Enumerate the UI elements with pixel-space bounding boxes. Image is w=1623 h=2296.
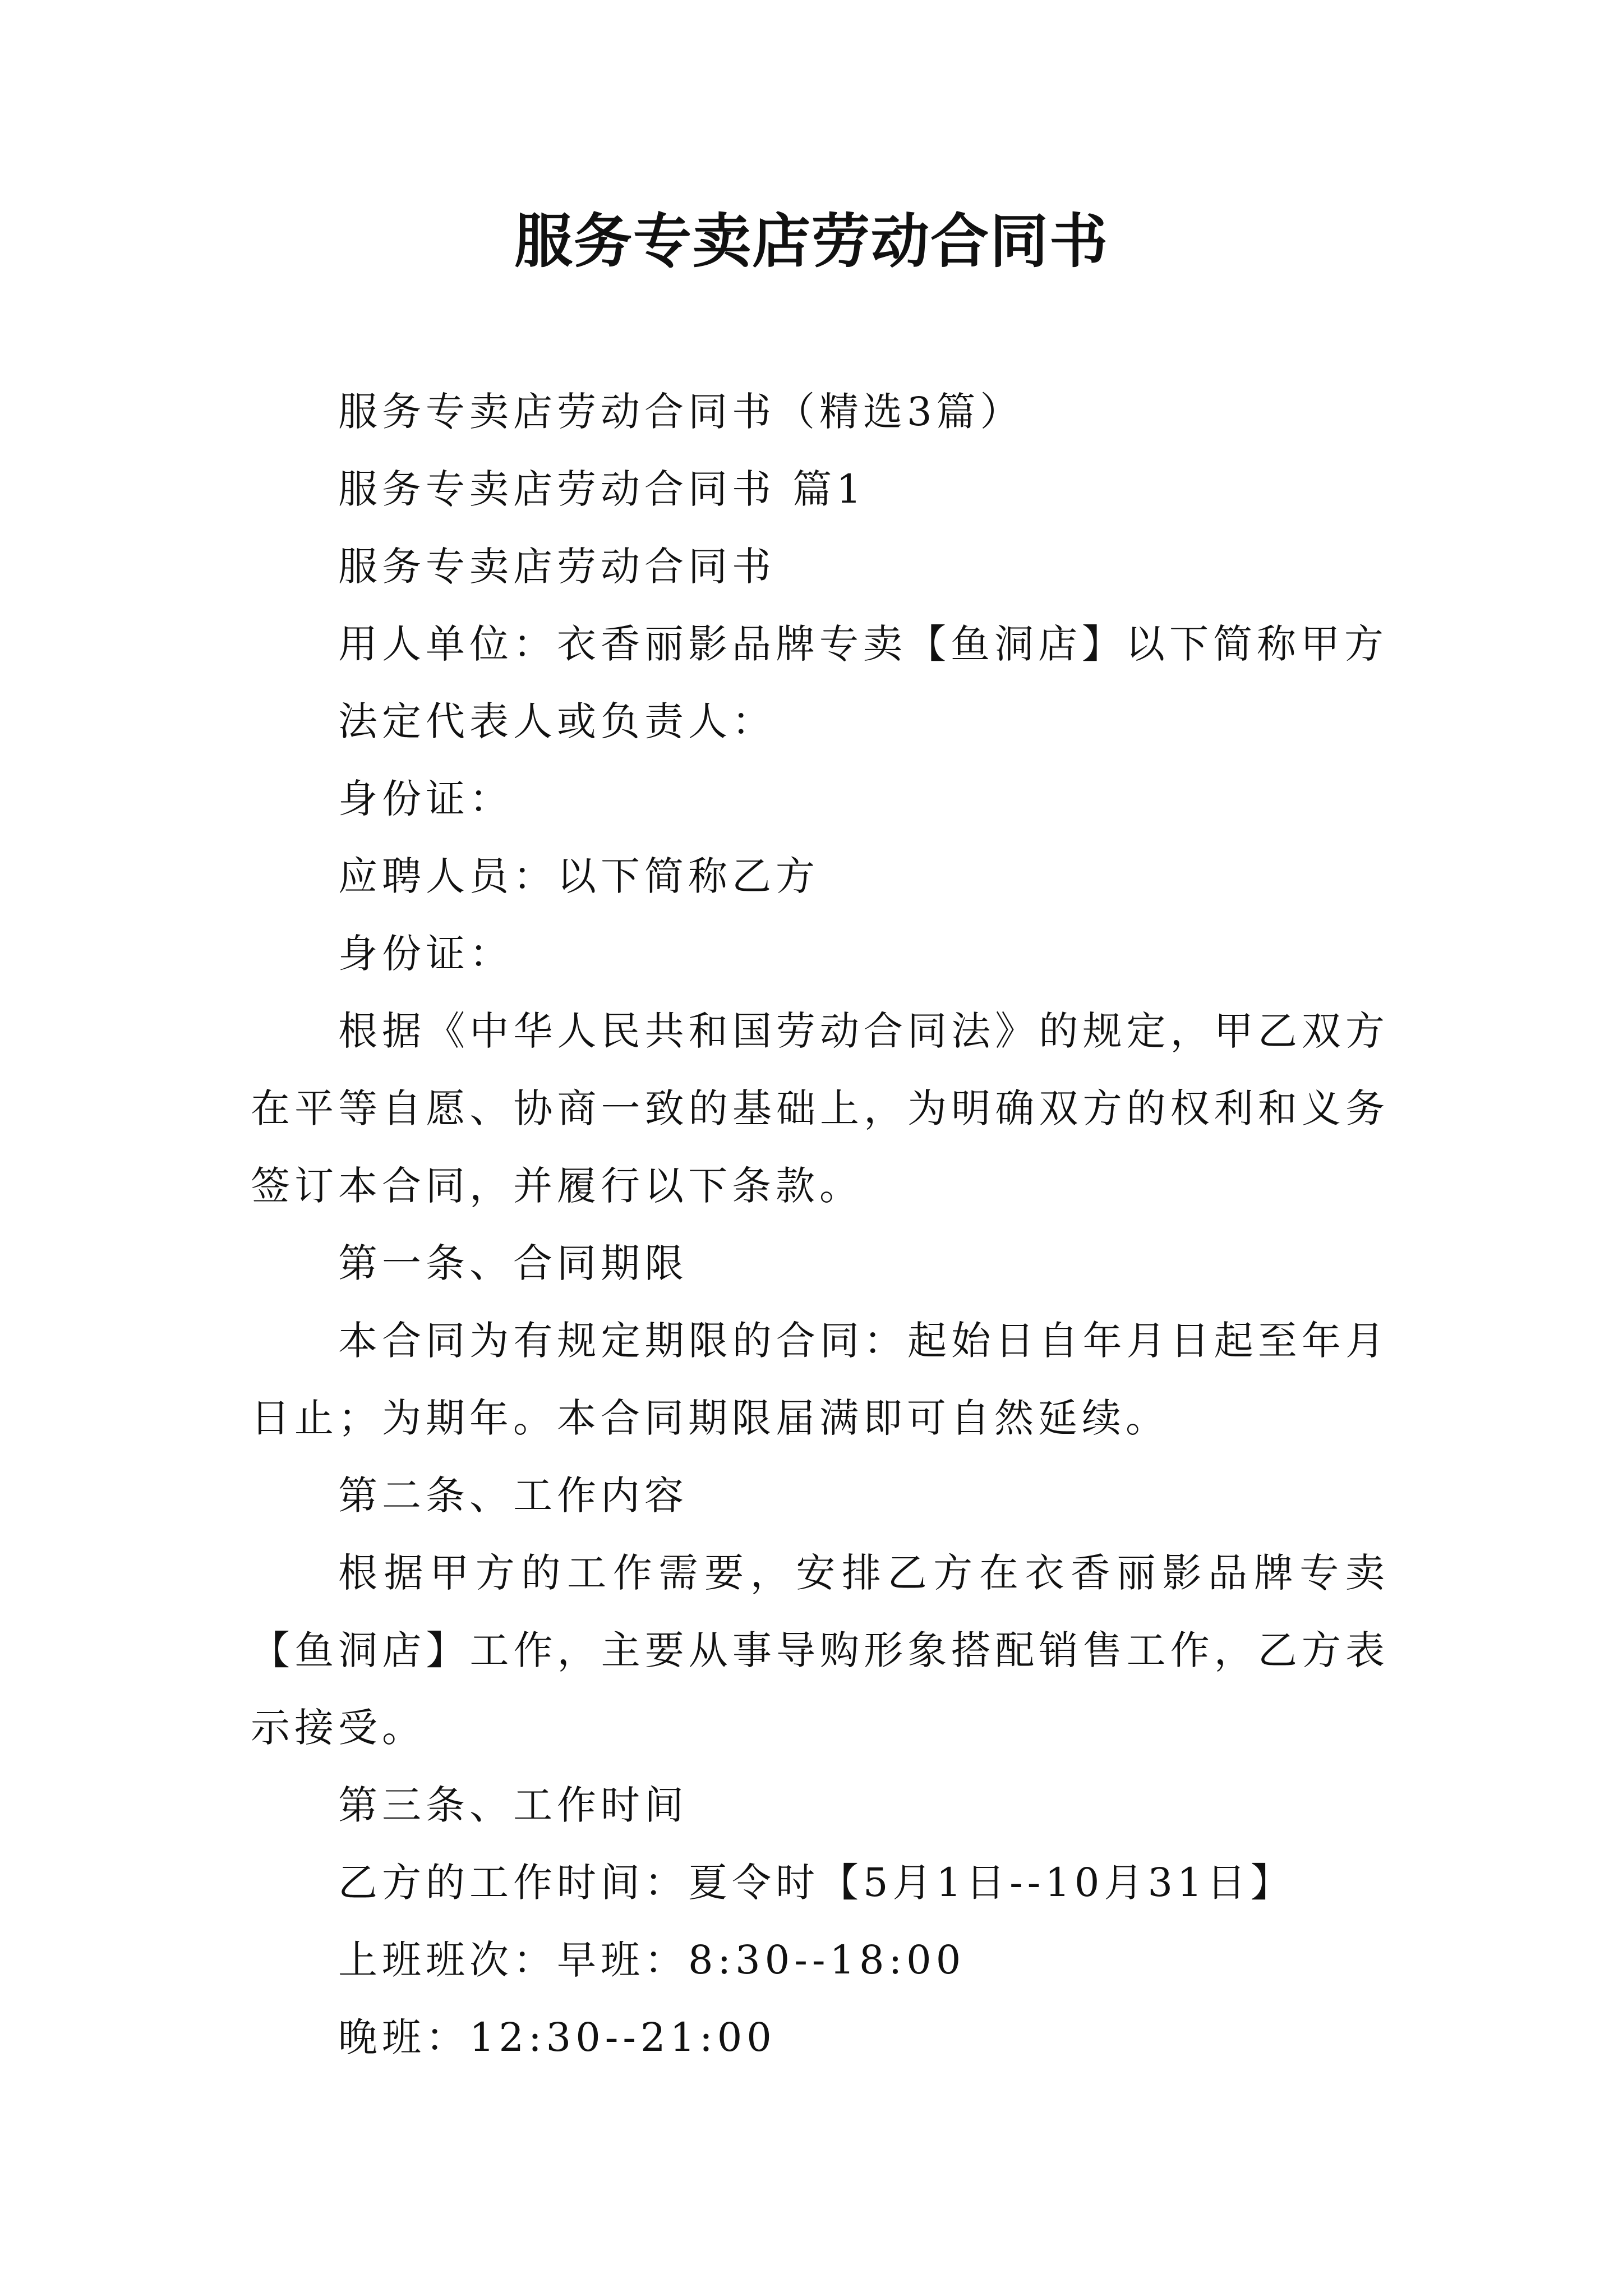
paragraph-part-heading: 服务专卖店劳动合同书 篇1	[338, 466, 866, 512]
paragraph-evening-shift: 晚班：12:30--21:00	[338, 2014, 776, 2060]
heading-article-2: 第二条、工作内容	[338, 1473, 688, 1519]
paragraph-employee: 应聘人员：以下简称乙方	[338, 853, 819, 899]
paragraph-employee-id: 身份证：	[338, 931, 513, 977]
heading-article-1: 第一条、合同期限	[338, 1240, 688, 1286]
paragraph-employer: 用人单位：衣香丽影品牌专卖【鱼洞店】以下简称甲方	[338, 621, 1388, 667]
paragraph-article-1: 本合同为有规定期限的合同：起始日自年月日起至年月日止；为期年。本合同期限届满即可自然延续。	[251, 1318, 1389, 1441]
paragraph-morning-shift: 上班班次：早班：8:30--18:00	[338, 1937, 966, 1983]
paragraph-preamble: 根据《中华人民共和国劳动合同法》的规定，甲乙双方在平等自愿、协商一致的基础上，为明确双方的权利和义务签订本合同，并履行以下条款。	[251, 1008, 1389, 1209]
paragraph-employer-id: 身份证：	[338, 776, 513, 822]
paragraph-work-time: 乙方的工作时间：夏令时【5月1日--10月31日】	[338, 1860, 1294, 1906]
heading-article-3: 第三条、工作时间	[338, 1782, 688, 1828]
document-title: 服务专卖店劳动合同书	[514, 206, 1109, 275]
document-body	[251, 373, 1389, 2076]
paragraph-article-2: 根据甲方的工作需要，安排乙方在衣香丽影品牌专卖【鱼洞店】工作，主要从事导购形象搭配销售工作，乙方表示接受。	[251, 1550, 1389, 1751]
paragraph-collection-title: 服务专卖店劳动合同书（精选3篇）	[338, 389, 1024, 435]
paragraph-legal-representative: 法定代表人或负责人：	[338, 698, 776, 744]
paragraph-contract-title: 服务专卖店劳动合同书	[338, 544, 776, 590]
